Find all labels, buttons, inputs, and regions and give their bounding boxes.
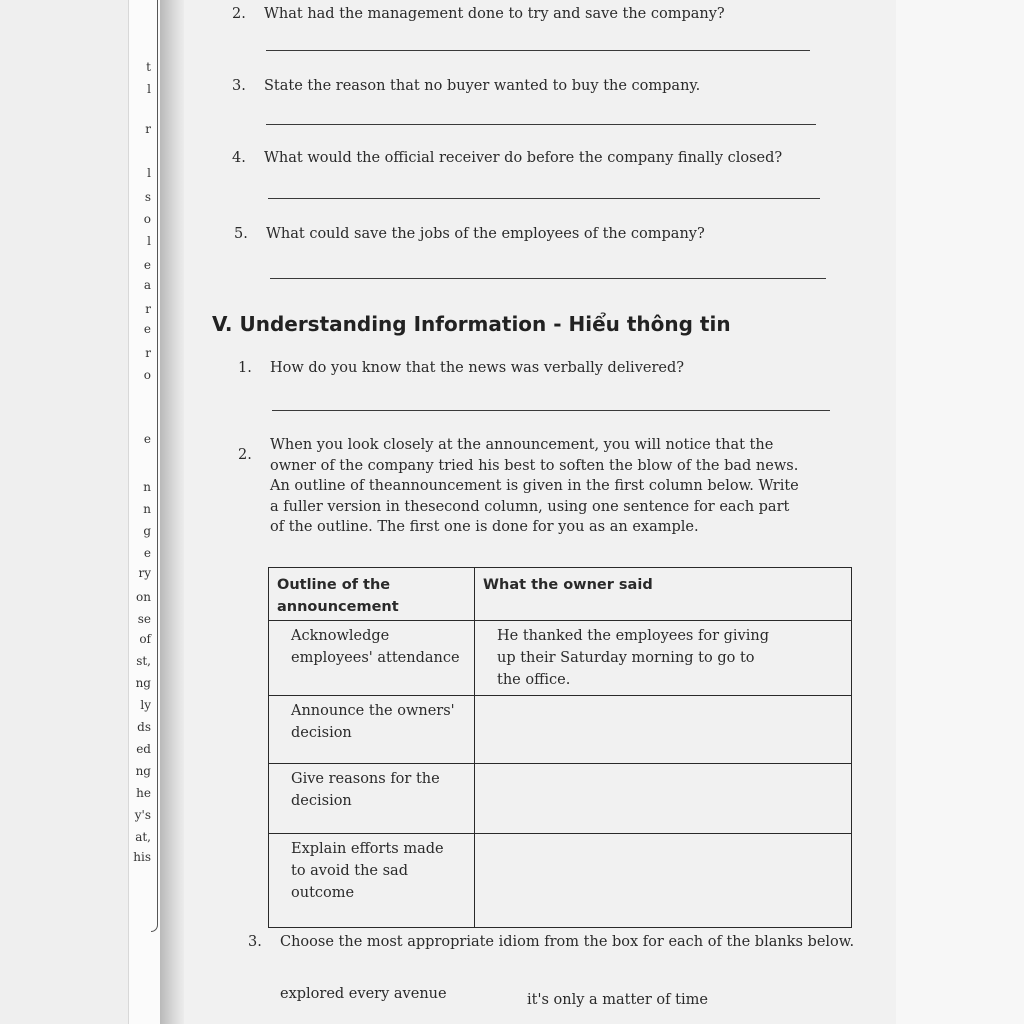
answer-line [270, 278, 826, 279]
answer-cell[interactable] [475, 696, 852, 764]
cell-line: He thanked the employees for giving [497, 628, 769, 644]
question-number: 5. [234, 226, 248, 242]
margin-fragment: e [143, 432, 151, 446]
cell-line: Announce the owners' [291, 703, 455, 719]
question-number: 4. [232, 150, 246, 166]
answer-line [268, 198, 820, 199]
margin-fragment: ry [138, 566, 151, 580]
outline-table [268, 567, 852, 928]
question-number: 3. [232, 78, 246, 94]
idiom-option: explored every avenue [280, 986, 447, 1002]
margin-fragment: s [144, 190, 151, 204]
background-left [0, 0, 128, 1024]
cell-line: Explain efforts made [291, 841, 444, 857]
cell-line: Acknowledge [291, 628, 390, 644]
outline-cell [269, 764, 475, 834]
answer-cell[interactable] [475, 834, 852, 928]
previous-page-edge [128, 0, 161, 1024]
margin-fragment: r [145, 122, 151, 136]
margin-fragment: of [139, 632, 151, 646]
margin-fragment: r [145, 302, 151, 316]
margin-fragment: o [143, 212, 151, 226]
column-header-outline: Outline of the announcement [269, 568, 475, 621]
question-v2-text [270, 435, 846, 538]
paragraph-line: a fuller version in thesecond column, using one sentence for each part [270, 498, 790, 515]
margin-fragment: l [147, 234, 151, 248]
paragraph-line: An outline of theannouncement is given in the first column below. Write [270, 478, 799, 494]
question-text: How do you know that the news was verbally delivered? [270, 360, 685, 376]
question-number: 3. [248, 934, 262, 950]
section-title: V. Understanding Information - Hiểu thông tin [212, 312, 731, 336]
idiom-option: it's only a matter of time [527, 992, 708, 1008]
margin-fragment: se [137, 612, 151, 626]
answer-cell[interactable] [475, 764, 852, 834]
outline-cell [269, 621, 475, 696]
outline-cell [269, 834, 475, 928]
margin-fragment: y's [134, 808, 151, 822]
margin-fragment: at, [135, 830, 151, 844]
answer-cell [475, 621, 852, 696]
table-row [269, 621, 852, 696]
margin-fragment: o [143, 368, 151, 382]
margin-fragment: st, [136, 654, 151, 668]
answer-line [266, 124, 816, 125]
margin-fragment: g [143, 524, 151, 538]
margin-fragment: ng [135, 764, 151, 778]
margin-fragment: n [143, 480, 151, 494]
margin-fragment: e [143, 322, 151, 336]
margin-fragment: e [143, 258, 151, 272]
question-text: Choose the most appropriate idiom from the box for each of the blanks below. [280, 934, 855, 950]
question-number: 2. [232, 6, 246, 22]
outline-cell [269, 696, 475, 764]
cell-line: decision [291, 725, 352, 741]
margin-fragment: t [146, 60, 151, 74]
table-row [269, 834, 852, 928]
margin-fragment: ds [137, 720, 151, 734]
question-text: What had the management done to try and save the company? [264, 6, 725, 22]
margin-fragment: ng [135, 676, 151, 690]
margin-fragment: l [147, 82, 151, 96]
cell-line: outcome [291, 885, 355, 901]
margin-fragment: ly [140, 698, 151, 712]
cell-line: to avoid the sad [291, 863, 408, 879]
margin-fragment: n [143, 502, 151, 516]
background-right [896, 0, 1024, 1024]
cell-line: employees' attendance [291, 650, 460, 666]
answer-line [272, 410, 830, 411]
margin-fragment: a [143, 278, 151, 292]
cell-line: the office. [497, 672, 571, 688]
cell-line: Give reasons for the [291, 771, 440, 787]
table-row [269, 764, 852, 834]
cell-line: up their Saturday morning to go to [497, 650, 755, 666]
book-gutter [160, 0, 184, 1024]
paragraph-line: When you look closely at the announcement, you will notice that the [270, 437, 774, 453]
table-row [269, 696, 852, 764]
margin-fragment: l [147, 166, 151, 180]
page-border-line [151, 0, 158, 932]
question-text: What would the official receiver do before the company finally closed? [264, 150, 783, 166]
margin-fragment: on [136, 590, 151, 604]
question-number: 2. [238, 447, 252, 463]
margin-fragment: e [143, 546, 151, 560]
column-header-said: What the owner said [475, 568, 852, 621]
margin-fragment: he [136, 786, 151, 800]
table-header-row [269, 568, 852, 621]
paragraph-line: of the outline. The first one is done for you as an example. [270, 519, 699, 535]
paragraph-line: owner of the company tried his best to soften the blow of the bad news. [270, 457, 799, 474]
cell-line: decision [291, 793, 352, 809]
margin-fragment: ed [136, 742, 151, 756]
margin-fragment: his [133, 850, 151, 864]
question-text: What could save the jobs of the employees of the company? [266, 226, 705, 242]
answer-line [266, 50, 810, 51]
question-number: 1. [238, 360, 252, 376]
margin-fragment: r [145, 346, 151, 360]
question-text: State the reason that no buyer wanted to buy the company. [264, 78, 701, 94]
